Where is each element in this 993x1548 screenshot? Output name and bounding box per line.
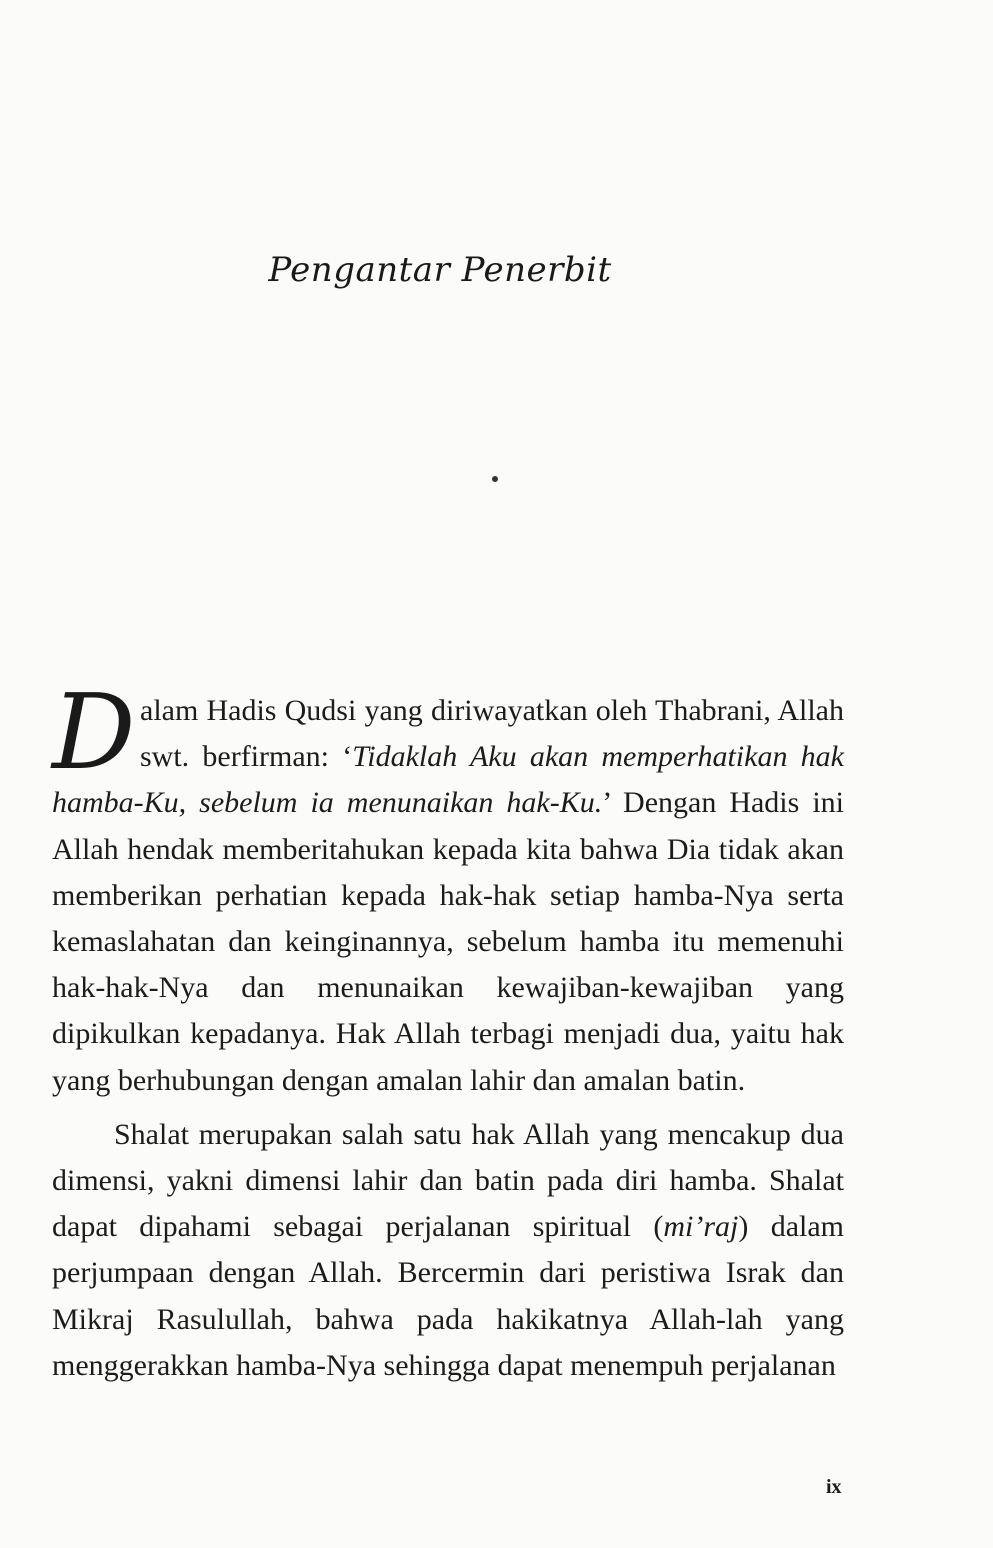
miraj-term: mi’raj bbox=[663, 1210, 739, 1244]
paragraph-1 bbox=[52, 671, 845, 1104]
drop-cap: D bbox=[52, 671, 136, 793]
paragraph-1-text-a: alam Hadis Qudsi yang diriwayatkan oleh Thabrani, Allah swt. berfirman: ‘ bbox=[140, 694, 844, 774]
chapter-title: Pengantar Penerbit bbox=[268, 250, 612, 290]
paragraph-2-text-a: Shalat merupakan salah satu hak Allah yang mencakup dua dimensi, yakni dimensi lahir dan batin pada diri hamba. Shalat dapat dipahami sebagai perjalanan spiritual ( bbox=[52, 1117, 844, 1244]
paragraph-2-text-b: ) dalam perjumpaan dengan Allah. Bercermin dari peristiwa Israk dan Mikraj Rasulullah, bahwa pada hakikatnya Allah-lah yang menggerakkan hamba-Nya sehingga dapat menempuh perjalanan bbox=[52, 1210, 844, 1382]
paragraph-2 bbox=[52, 1112, 844, 1389]
hadith-quote: Tidaklah Aku akan memperhatikan hak hamba-Ku, sebelum ia menunaikan hak-Ku. bbox=[52, 740, 845, 820]
body-text bbox=[52, 671, 845, 1389]
page-number: ix bbox=[826, 1476, 842, 1498]
paragraph-1-text-b: ’ Dengan Hadis ini Allah hendak memberitahukan kepada kita bahwa Dia tidak akan memberikan perhatian kepada hak-hak setiap hamba-Nya serta kemaslahatan dan keinginannya, sebelum hamba itu memenuhi hak-hak-Nya dan menunaikan kewajiban-kewajiban yang dipikulkan kepadanya. Hak Allah terbagi menjadi dua, yaitu hak yang berhubungan dengan amalan lahir dan amalan batin. bbox=[52, 786, 844, 1097]
ornament-dot bbox=[492, 476, 498, 482]
